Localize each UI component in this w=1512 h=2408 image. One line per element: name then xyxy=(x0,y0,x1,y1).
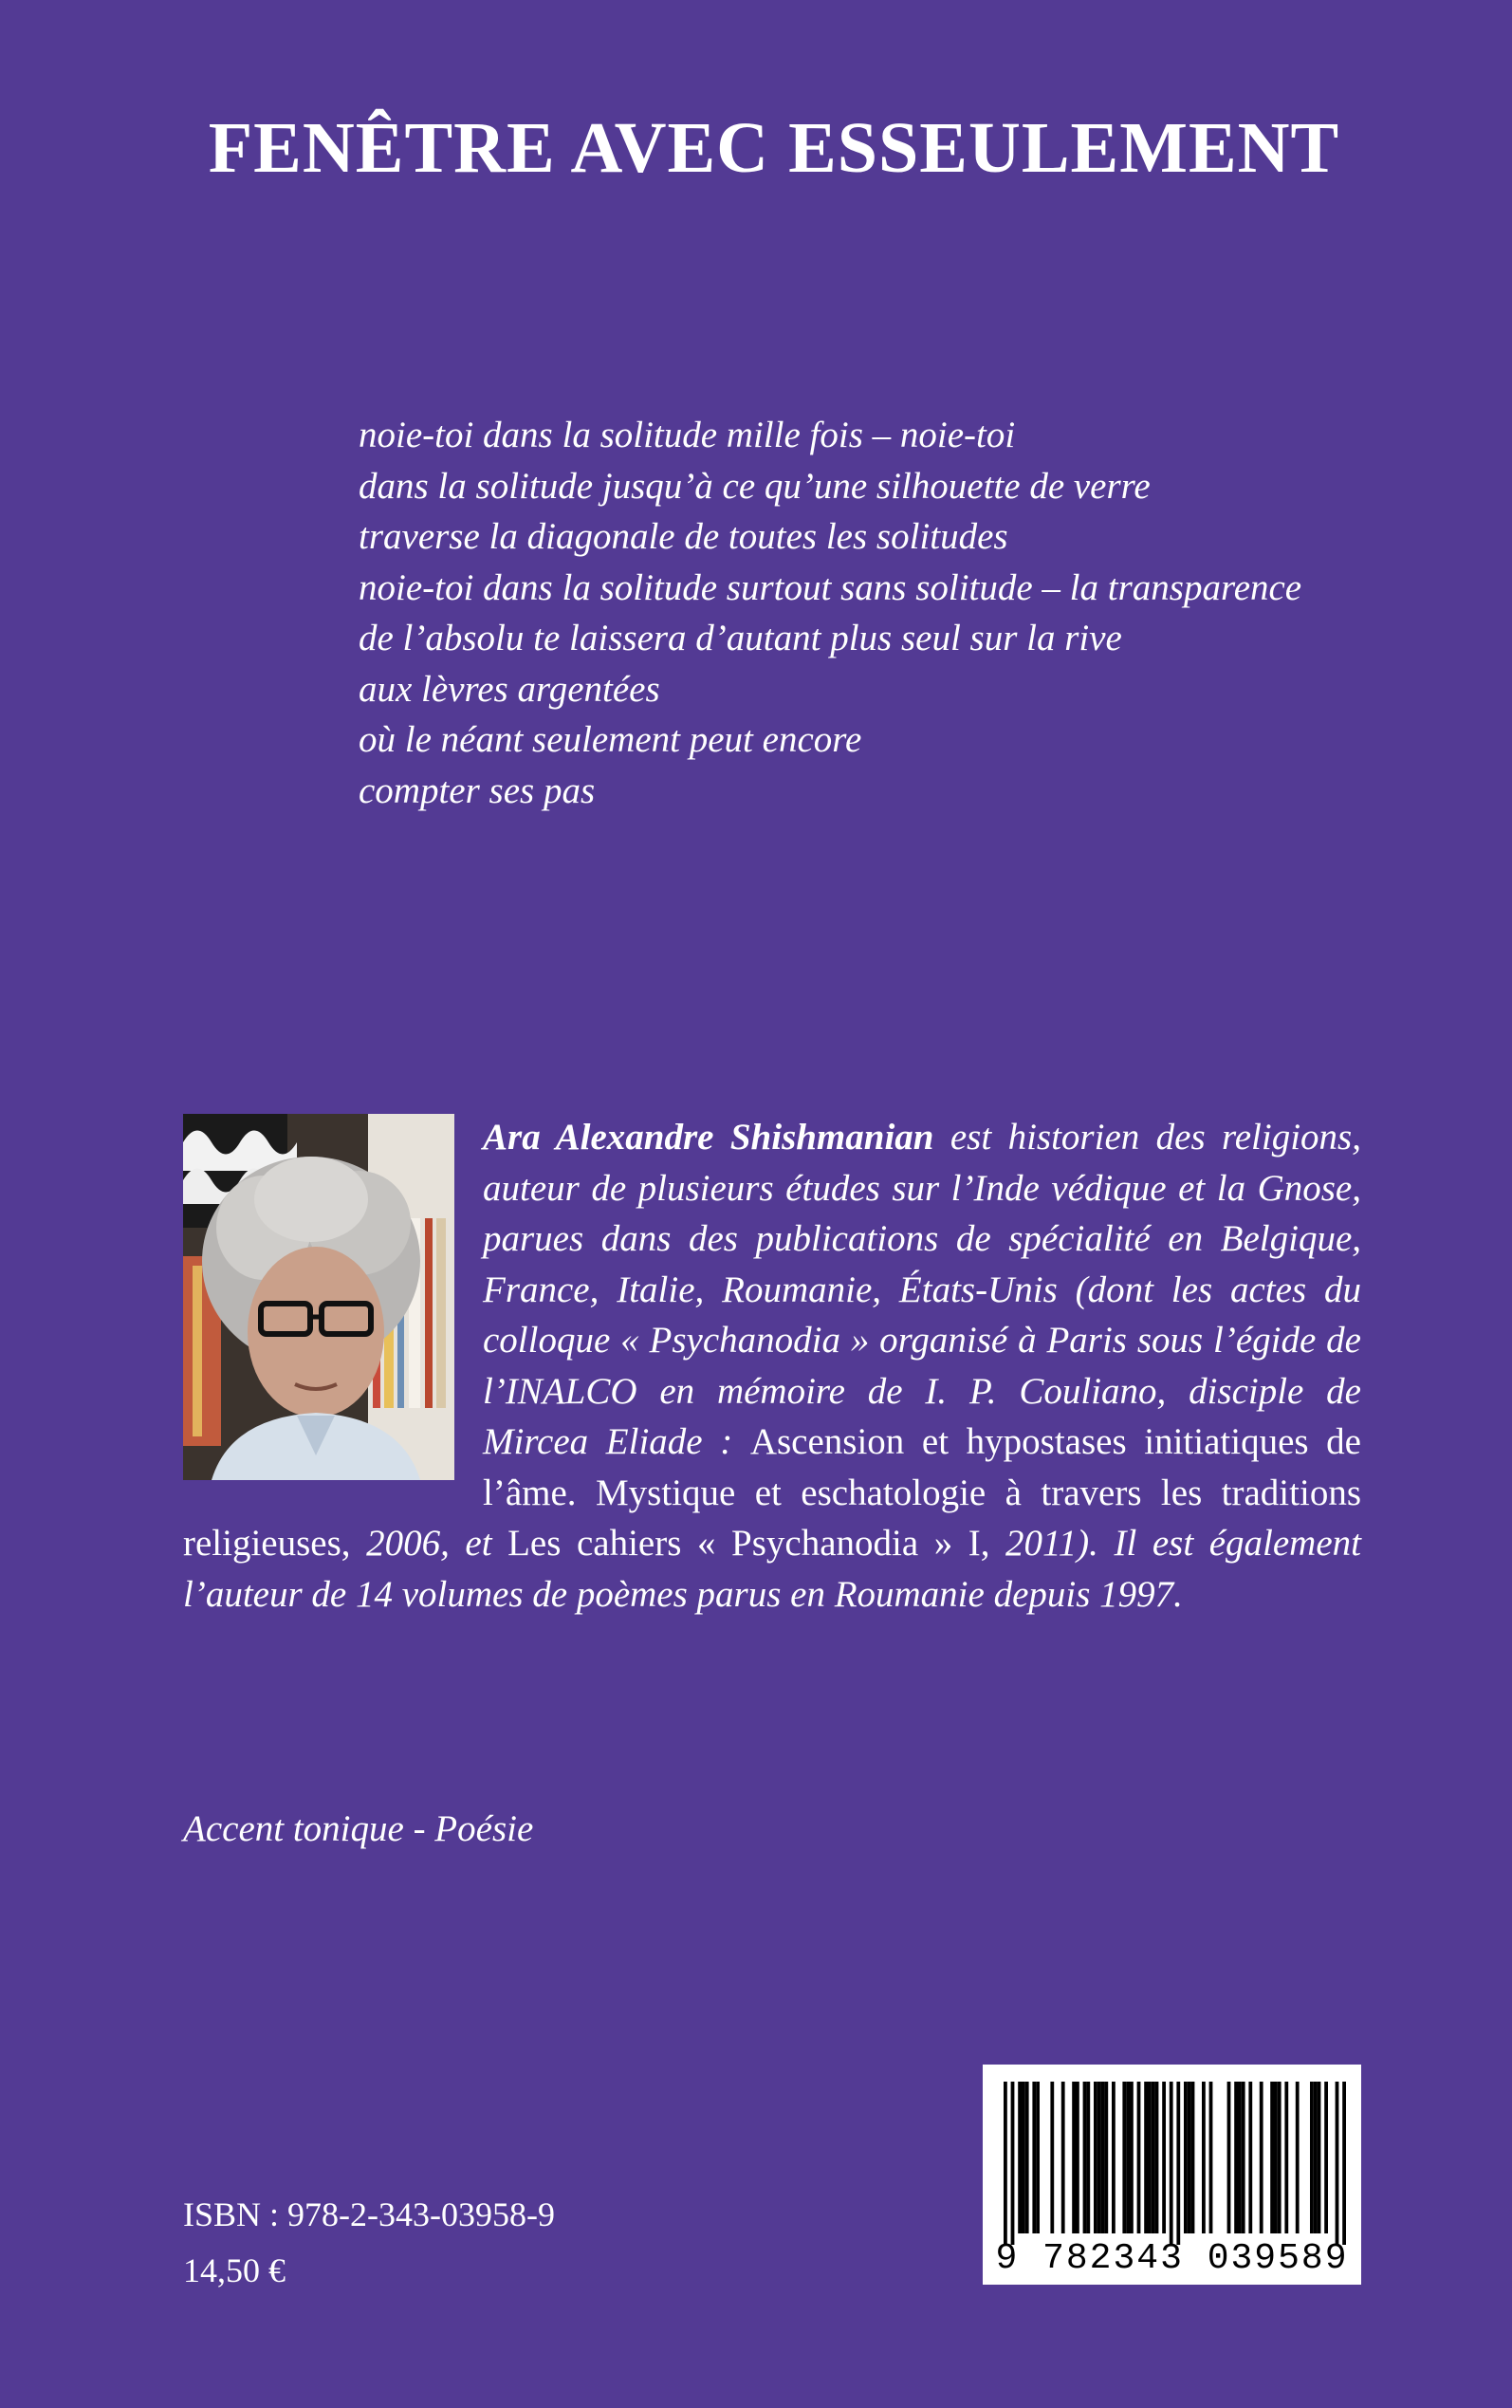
barcode-bar xyxy=(1248,2082,1252,2233)
barcode-bar xyxy=(1050,2082,1054,2233)
barcode-bar xyxy=(1122,2082,1126,2233)
barcode-bar xyxy=(1104,2082,1108,2233)
barcode-bar xyxy=(1314,2082,1318,2233)
barcode-bar xyxy=(1170,2082,1173,2245)
poem-line: noie-toi dans la solitude surtout sans solitude – la transparence xyxy=(359,566,1302,608)
barcode-bar xyxy=(1176,2082,1180,2245)
barcode-bar xyxy=(1025,2082,1029,2233)
barcode-bar xyxy=(1270,2082,1274,2233)
barcode-digits: 9 782343 039589 xyxy=(995,2238,1349,2279)
barcode-bar xyxy=(1234,2082,1238,2233)
barcode-bar xyxy=(1342,2082,1346,2245)
barcode-bar xyxy=(1094,2082,1097,2233)
bio-text: 2011). Il est également l’auteur de 14 volumes de poèmes parus en Roumanie depuis 1997. xyxy=(183,1523,1361,1615)
poem xyxy=(359,410,1301,816)
poem-line: compter ses pas xyxy=(359,769,596,811)
barcode-bar xyxy=(1083,2082,1087,2233)
barcode-bar xyxy=(1018,2082,1022,2233)
barcode-bar xyxy=(1227,2082,1231,2233)
barcode-bar xyxy=(1097,2082,1101,2233)
author-bio xyxy=(183,1112,1361,1620)
barcode-bar xyxy=(1202,2082,1206,2233)
barcode xyxy=(983,2065,1361,2285)
barcode-bar xyxy=(1238,2082,1242,2233)
barcode-bar xyxy=(1188,2082,1191,2233)
barcode-bar xyxy=(1274,2082,1278,2233)
poem-line: de l’absolu te laissera d’autant plus seul sur la rive xyxy=(359,618,1122,658)
book-reference: Les cahiers « Psychanodia » I, xyxy=(507,1523,990,1564)
barcode-bar xyxy=(1112,2082,1116,2233)
barcode-bar xyxy=(1191,2082,1195,2233)
barcode-bar xyxy=(1076,2082,1079,2233)
barcode-bar xyxy=(1310,2082,1314,2233)
poem-line: aux lèvres argentées xyxy=(359,668,660,710)
isbn: ISBN : 978-2-343-03958-9 xyxy=(183,2195,555,2233)
barcode-bar xyxy=(1324,2082,1328,2233)
author-photo xyxy=(183,1114,454,1480)
author-portrait-graphic xyxy=(183,1114,454,1480)
barcode-bar xyxy=(1152,2082,1155,2233)
barcode-bar xyxy=(1130,2082,1134,2233)
barcode-bar xyxy=(1137,2082,1141,2233)
book-title: FENÊTRE AVEC ESSEULEMENT xyxy=(208,108,1340,188)
barcode-bar xyxy=(1022,2082,1025,2233)
barcode-bar xyxy=(1318,2082,1321,2233)
bio-text: est historien des religions, auteur de plusieurs études sur l’Inde védique et la Gnose, parues dans des publications de spécialité en Belgique, France, Italie, Roumanie, États-Unis (dont les actes du colloque « Psychanodia » organisé à Paris sous l’égide de l’INALCO en mémoire de I. P. Couliano, disciple de Mircea Eliade : xyxy=(483,1117,1361,1462)
poem-line: traverse la diagonale de toutes les solitudes xyxy=(359,516,1008,557)
book-reference: Ascension et hypostases initiatiques de l’âme. Mystique et eschatologie à travers les traditions religieuses, xyxy=(183,1421,1361,1564)
barcode-bar xyxy=(1011,2082,1015,2245)
barcode-bar xyxy=(1148,2082,1152,2233)
poem-line: où le néant seulement peut encore xyxy=(359,719,862,760)
barcode-bar xyxy=(1260,2082,1263,2233)
barcode-bar xyxy=(1032,2082,1036,2233)
poem-line: dans la solitude jusqu’à ce qu’une silhouette de verre xyxy=(359,465,1151,507)
barcode-bar xyxy=(1086,2082,1090,2233)
barcode-bar xyxy=(1296,2082,1300,2233)
bio-text: 2006, et xyxy=(350,1523,508,1564)
barcode-bar xyxy=(1101,2082,1105,2233)
barcode-bar xyxy=(1155,2082,1159,2233)
barcode-bar xyxy=(1278,2082,1282,2233)
barcode-bar xyxy=(1184,2082,1188,2233)
barcode-bar xyxy=(1284,2082,1288,2233)
poem-line: noie-toi dans la solitude mille fois – noie-toi xyxy=(359,415,1016,455)
barcode-bar xyxy=(1036,2082,1040,2233)
author-name: Ara Alexandre Shishmanian xyxy=(483,1117,934,1158)
barcode-bar xyxy=(1144,2082,1148,2233)
barcode-bar xyxy=(1162,2082,1166,2233)
barcode-bar xyxy=(1242,2082,1245,2233)
barcode-bar xyxy=(1072,2082,1076,2233)
barcode-bar xyxy=(1336,2082,1339,2245)
barcode-bar xyxy=(1126,2082,1130,2233)
price: 14,50 € xyxy=(183,2251,286,2289)
barcode-bar xyxy=(1209,2082,1213,2233)
barcode-bar xyxy=(1061,2082,1065,2233)
barcode-bar xyxy=(1004,2082,1007,2245)
series-name: Accent tonique - Poésie xyxy=(183,1808,534,1849)
